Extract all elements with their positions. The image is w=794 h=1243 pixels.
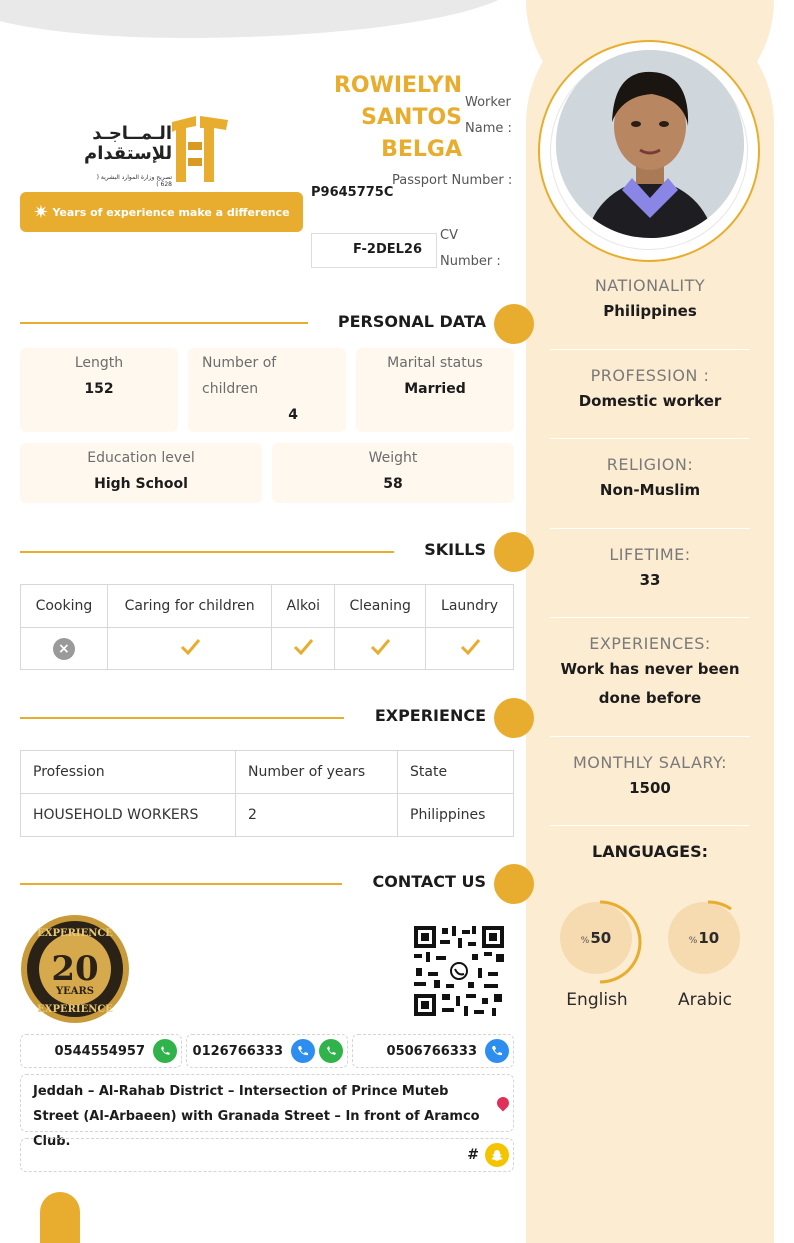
logo-subtitle: تصريح وزارة الموارد البشرية ( 628 ) [96, 174, 172, 188]
experience-cell: Philippines [398, 794, 514, 837]
skill-cell [21, 628, 108, 670]
section-line [20, 883, 342, 885]
slogan-text: Years of experience make a difference [52, 205, 290, 219]
skill-cell [426, 628, 514, 670]
skill-header: Cooking [21, 585, 108, 628]
divider [550, 825, 750, 826]
nationality-block [550, 276, 750, 326]
language-arabic [660, 894, 750, 1010]
experience-header: State [398, 751, 514, 794]
education-label: Education level [87, 450, 195, 466]
marital-value: Married [404, 381, 466, 397]
whatsapp-icon[interactable] [319, 1039, 343, 1063]
table-row [21, 628, 514, 670]
phone-box-3[interactable] [352, 1034, 514, 1068]
section-title-skills: SKILLS [424, 540, 486, 559]
section-title-experience: EXPERIENCE [374, 706, 486, 725]
logo-mark-icon [166, 112, 234, 184]
snapchat-handle[interactable]: # [467, 1147, 479, 1163]
header-decoration [0, 0, 520, 38]
cross-icon: × [53, 638, 75, 660]
table-header-row [21, 751, 514, 794]
star-icon: ✷ [33, 201, 49, 223]
language-english [552, 894, 642, 1010]
skill-cell [272, 628, 335, 670]
phone-icon[interactable] [291, 1039, 315, 1063]
section-title-personal: PERSONAL DATA [337, 312, 486, 331]
passport-number: P9645775C [311, 185, 394, 200]
skill-cell [107, 628, 272, 670]
religion-value: Non-Muslim [599, 481, 701, 499]
badge-top-text: EXPERIENCE [37, 928, 113, 939]
experience-cell: 2 [236, 794, 398, 837]
location-pin-icon [495, 1095, 512, 1112]
phone-number[interactable]: 0544554957 [54, 1043, 145, 1059]
skills-table [20, 584, 514, 670]
language-percent: %10 [688, 929, 720, 947]
length-card [20, 348, 178, 432]
whatsapp-icon[interactable] [153, 1039, 177, 1063]
lifetime-block [550, 545, 750, 595]
marital-label: Marital status [387, 355, 483, 371]
profession-value: Domestic worker [578, 392, 722, 410]
phone-icon[interactable] [485, 1039, 509, 1063]
experience-badge [20, 914, 130, 1024]
children-card [188, 348, 346, 432]
children-label: Number of children [202, 355, 277, 397]
table-row [21, 794, 514, 837]
weight-card [272, 443, 514, 503]
lifetime-value: 33 [639, 571, 661, 589]
address-box [20, 1074, 514, 1149]
badge-number: 20 [51, 949, 99, 989]
check-icon [369, 636, 391, 658]
marital-card [356, 348, 514, 432]
page-tab-decoration [40, 1192, 80, 1243]
check-icon [459, 636, 481, 658]
experience-table [20, 750, 514, 837]
skill-header: Laundry [426, 585, 514, 628]
section-marker [494, 698, 534, 738]
nationality-value: Philippines [603, 302, 697, 320]
cv-number: F-2DEL26 [311, 233, 437, 268]
language-name: English [566, 990, 628, 1010]
section-marker [494, 532, 534, 572]
divider [550, 736, 750, 737]
salary-label: MONTHLY SALARY: [572, 753, 728, 772]
snapchat-icon[interactable] [485, 1143, 509, 1167]
languages-title: LANGUAGES: [592, 842, 708, 861]
slogan-banner [20, 192, 303, 232]
salary-block [550, 753, 750, 803]
profession-label: PROFESSION : [590, 366, 710, 385]
cv-label: CV Number : [440, 228, 501, 269]
divider [550, 617, 750, 618]
skill-header: Cleaning [335, 585, 426, 628]
check-icon [179, 636, 201, 658]
worker-name: ROWIELYN SANTOS BELGA [333, 73, 462, 162]
education-card [20, 443, 262, 503]
worker-name-label: Worker Name : [465, 95, 512, 136]
section-marker [494, 864, 534, 904]
address-text: Jeddah – Al-Rahab District – Intersection of Prince Muteb Street (Al-Arbaeen) with Granada Street – In front of Aramco Club. [33, 1084, 480, 1149]
phone-box-1[interactable] [20, 1034, 182, 1068]
language-name: Arabic [678, 990, 732, 1010]
children-value: 4 [288, 407, 298, 423]
skill-header: Caring for children [107, 585, 272, 628]
salary-value: 1500 [629, 779, 671, 797]
company-logo [84, 112, 234, 188]
badge-years: YEARS [55, 986, 95, 997]
experience-cell: HOUSEHOLD WORKERS [21, 794, 236, 837]
religion-label: RELIGION: [606, 455, 694, 474]
length-label: Length [74, 355, 124, 371]
skill-cell [335, 628, 426, 670]
section-line [20, 322, 308, 324]
weight-value: 58 [383, 476, 403, 492]
section-line [20, 717, 344, 719]
phone-number[interactable]: 0506766333 [386, 1043, 477, 1059]
experiences-label: EXPERIENCES: [589, 634, 711, 653]
section-title-contact: CONTACT US [372, 872, 486, 891]
lifetime-label: LIFETIME: [609, 545, 691, 564]
education-value: High School [94, 476, 188, 492]
phone-box-2[interactable] [186, 1034, 348, 1068]
nationality-label: NATIONALITY [594, 276, 706, 295]
length-value: 152 [84, 381, 114, 397]
check-icon [292, 636, 314, 658]
worker-photo [556, 50, 744, 238]
profession-block [550, 366, 750, 416]
experiences-block [550, 634, 750, 713]
phone-number[interactable]: 0126766333 [192, 1043, 283, 1059]
skill-header: Alkoi [272, 585, 335, 628]
section-line [20, 551, 394, 553]
experience-header: Number of years [236, 751, 398, 794]
religion-block [550, 455, 750, 505]
qr-code[interactable] [412, 924, 506, 1018]
language-percent: %50 [580, 929, 612, 947]
divider [550, 528, 750, 529]
snapchat-box[interactable] [20, 1138, 514, 1172]
badge-bottom-text: EXPERIENCE [37, 1004, 113, 1015]
logo-text: الـمــاجـد للإستقدام [84, 123, 173, 164]
section-marker [494, 304, 534, 344]
weight-label: Weight [368, 450, 418, 466]
table-header-row [21, 585, 514, 628]
divider [550, 349, 750, 350]
experiences-value: Work has never been done before [560, 660, 740, 707]
experience-header: Profession [21, 751, 236, 794]
passport-label: Passport Number : [392, 173, 513, 188]
divider [550, 438, 750, 439]
